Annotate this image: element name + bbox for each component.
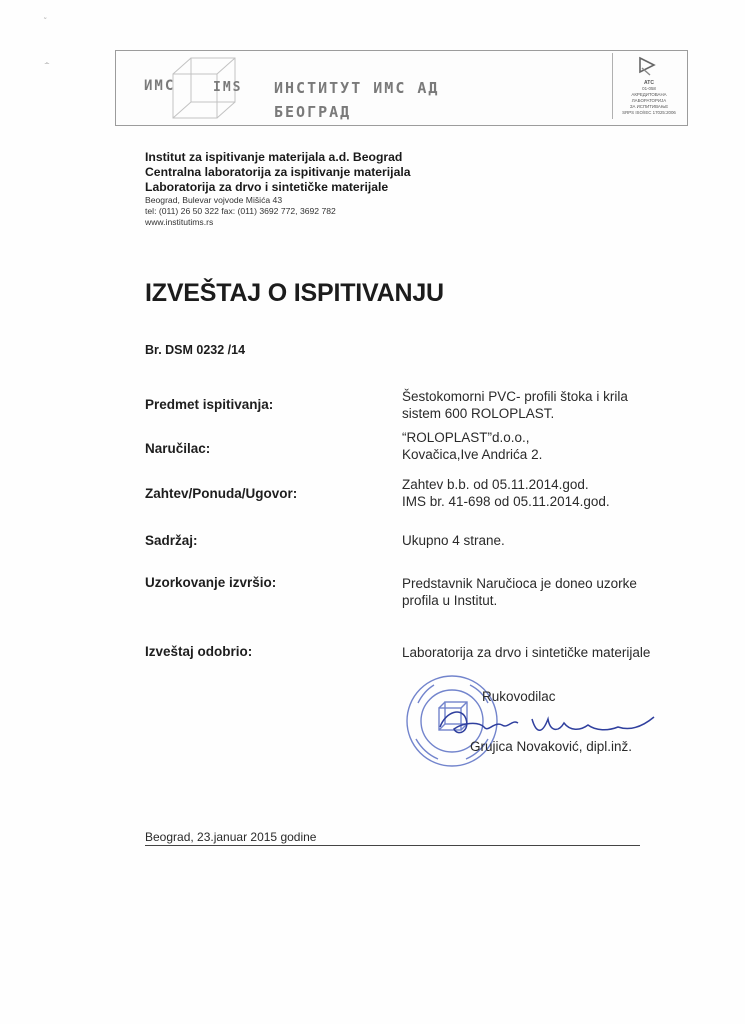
field-value-request: Zahtev b.b. od 05.11.2014.god. IMS br. 41-698 od 05.11.2014.god. (402, 477, 610, 509)
institute-name-line1: ИНСТИТУТ ИМС АД (274, 79, 440, 97)
field-label-approved: Izveštaj odobrio: (145, 644, 253, 659)
field-label-request: Zahtev/Ponuda/Ugovor: (145, 486, 298, 501)
field-value-subject: Šestokomorni PVC- profili štoka i krila sistem 600 ROLOPLAST. (402, 389, 628, 421)
footer-date: Beograd, 23.januar 2015 godine (145, 830, 317, 844)
field-value-content: Ukupno 4 strane. (402, 533, 505, 548)
address-web: www.institutims.rs (145, 217, 214, 227)
address-street: Beograd, Bulevar vojvode Mišića 43 (145, 195, 283, 205)
approver-name: Grujica Novaković, dipl.inž. (470, 739, 633, 754)
field-label-subject: Predmet ispitivanja: (145, 397, 274, 412)
report-title: IZVEŠTAJ O ISPITIVANJU (145, 279, 444, 307)
accreditation-text: ATC 01-058 АКРЕДИТОВАНА ЛАБОРАТОРИЈА ЗА ИСПИТИВАЊЕ SRPS ISO/IEC 17025:2006 (622, 80, 676, 115)
address-line1: Institut za ispitivanje materijala a.d. Beograd (145, 150, 403, 164)
logo-text-cyrillic: ИМС (144, 78, 176, 94)
field-value-sampling: Predstavnik Naručioca je doneo uzorke profila u Institut. (402, 576, 637, 608)
logo-text-latin: IMS (213, 80, 243, 95)
institute-name-line2: БЕОГРАД (274, 103, 352, 121)
field-value-approved: Laboratorija za drvo i sintetičke materijale (402, 645, 651, 660)
atc-logo-icon (638, 56, 656, 78)
footer-divider (145, 845, 640, 846)
margin-marks: ˜ ∸ (44, 18, 50, 68)
address-phone: tel: (011) 26 50 322 fax: (011) 3692 772, 3692 782 (145, 206, 336, 216)
approver-role: Rukovodilac (482, 689, 556, 704)
field-label-content: Sadržaj: (145, 533, 198, 548)
field-value-client: “ROLOPLAST”d.o.o., Kovačica,Ive Andrića 2. (402, 430, 543, 462)
report-number: Br. DSM 0232 /14 (145, 343, 246, 357)
field-label-client: Naručilac: (145, 441, 211, 456)
address-line2: Centralna laboratorija za ispitivanje materijala (145, 165, 411, 179)
field-label-sampling: Uzorkovanje izvršio: (145, 575, 277, 590)
address-line3: Laboratorija za drvo i sintetičke materijale (145, 180, 389, 194)
